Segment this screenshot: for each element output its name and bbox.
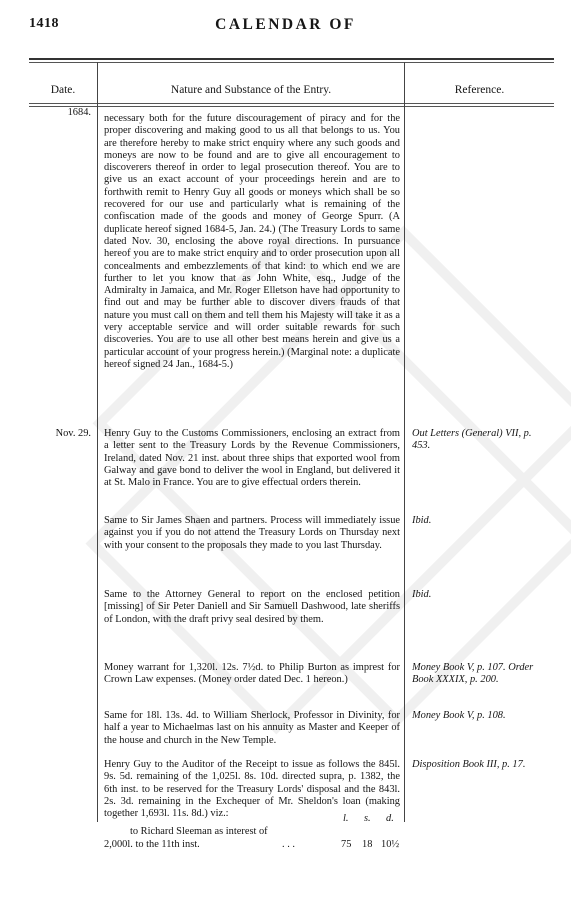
entry-reference: Ibid. bbox=[412, 589, 432, 600]
entry-date: 1684. bbox=[67, 107, 91, 118]
amount-item-pounds: 75 bbox=[341, 839, 352, 850]
entry-text: Money warrant for 1,320l. 12s. 7½d. to Philip Burton as imprest for Crown Law expenses. (Money order dated Dec. 1 hereon.) bbox=[104, 662, 400, 686]
amount-item-leader: . . . bbox=[282, 839, 295, 850]
entry-text: Same to the Attorney General to report on the enclosed petition [missing] of Sir Peter Daniell and Sir Samuell Dashwood, late sheriffs of London, with the draft privy seal desired by them. bbox=[104, 589, 400, 625]
table-head-rule-inner bbox=[29, 106, 554, 107]
column-head-date: Date. bbox=[50, 84, 76, 96]
page-number: 1418 bbox=[29, 16, 59, 31]
entry-reference: Out Letters (General) VII, p. 453. bbox=[412, 428, 532, 452]
entry-reference: Money Book V, p. 108. bbox=[412, 710, 506, 721]
column-divider-reference bbox=[404, 62, 405, 822]
entry-text: Henry Guy to the Customs Commissioners, enclosing an extract from a letter sent to the Treasury Lords by the Revenue Commissioners, Ireland, dated Nov. 21 inst. about three ships that exported wool from Galway and gave bond to deliver the wool in England, but delivered it at St. Malo in France. You are to give effectual orders therein. bbox=[104, 428, 400, 489]
entry-date: Nov. 29. bbox=[55, 428, 91, 439]
amount-column-pence: d. bbox=[386, 813, 394, 824]
entry-reference: Disposition Book III, p. 17. bbox=[412, 759, 526, 770]
page-title: CALENDAR OF bbox=[215, 16, 356, 33]
entry-text: necessary both for the future discouragement of piracy and for the proper discovering and making good to us all that belongs to us. You are therefore hereby to make strict enquiry where any such goods and moneys are now to be found and are to give all encouragement to discoverers thereof in order to legal prosecution thereof. You are to give us an exact account of your proceedings herein and are to forthwith remit to Henry Guy all goods or moneys which shall be so recovered for our use and particularly what is remaining of the confiscation made of the goods and money of George Spurr. (A duplicate hereof signed 1684-5, Jan. 24.) (The Treasury Lords to same dated Nov. 30, enclosing the above royal directions. In pursuance hereof you are to make strict enquiry and to order prosecution upon all concealments and embezzlements of that kind: to which end we are further to let you know that as John White, esq., Judge of the Admiralty in Jamaica, and Mr. Roger Elletson have had opportunity to find out and may be further able to discover divers frauds of that nature you must call on them and tell them his Majesty will take it as a very acceptable service and will order suitable rewards for such discoveries. You are to use all other best means herein and give us a particular account of your progress herein.) (Marginal note: a duplicate hereof signed 24 Jan., 1684-5.) bbox=[104, 113, 400, 370]
column-head-nature: Nature and Substance of the Entry. bbox=[170, 84, 332, 96]
entry-reference: Ibid. bbox=[412, 515, 432, 526]
amount-item-line2: 2,000l. to the 11th inst. bbox=[104, 839, 200, 850]
table-head-rule bbox=[29, 103, 554, 104]
entry-text: Henry Guy to the Auditor of the Receipt to issue as follows the 845l. 9s. 5d. remaining of the 1,025l. 8s. 10d. directed supra, p. 1382, the 6th inst. to be reserved for the Treasury Lords' disposal and the 843l. 2s. 3d. remaining in the Exchequer of Mr. Sheldon's loan (making together 1,693l. 11s. 8d.) viz.: bbox=[104, 759, 400, 820]
entry-text: Same to Sir James Shaen and partners. Process will immediately issue against you if you do not attend the Treasury Lords on Thursday next with your consent to the proposals they made to you last Thursday. bbox=[104, 515, 400, 551]
table-top-rule-inner bbox=[29, 62, 554, 63]
column-divider-date bbox=[97, 62, 98, 822]
table-top-rule bbox=[29, 58, 554, 60]
amount-column-shillings: s. bbox=[364, 813, 371, 824]
amount-item-shillings: 18 bbox=[362, 839, 373, 850]
amount-item-line1: to Richard Sleeman as interest of bbox=[130, 826, 268, 837]
amount-item-pence: 10½ bbox=[381, 839, 400, 850]
entry-reference: Money Book V, p. 107. Order Book XXXIX, p. 200. bbox=[412, 662, 534, 686]
column-head-reference: Reference. bbox=[454, 84, 505, 96]
amount-column-pounds: l. bbox=[343, 813, 349, 824]
entry-text: Same for 18l. 13s. 4d. to William Sherlock, Professor in Divinity, for half a year to Michaelmas last on his annuity as Master and Keeper of the house and church in the New Temple. bbox=[104, 710, 400, 746]
